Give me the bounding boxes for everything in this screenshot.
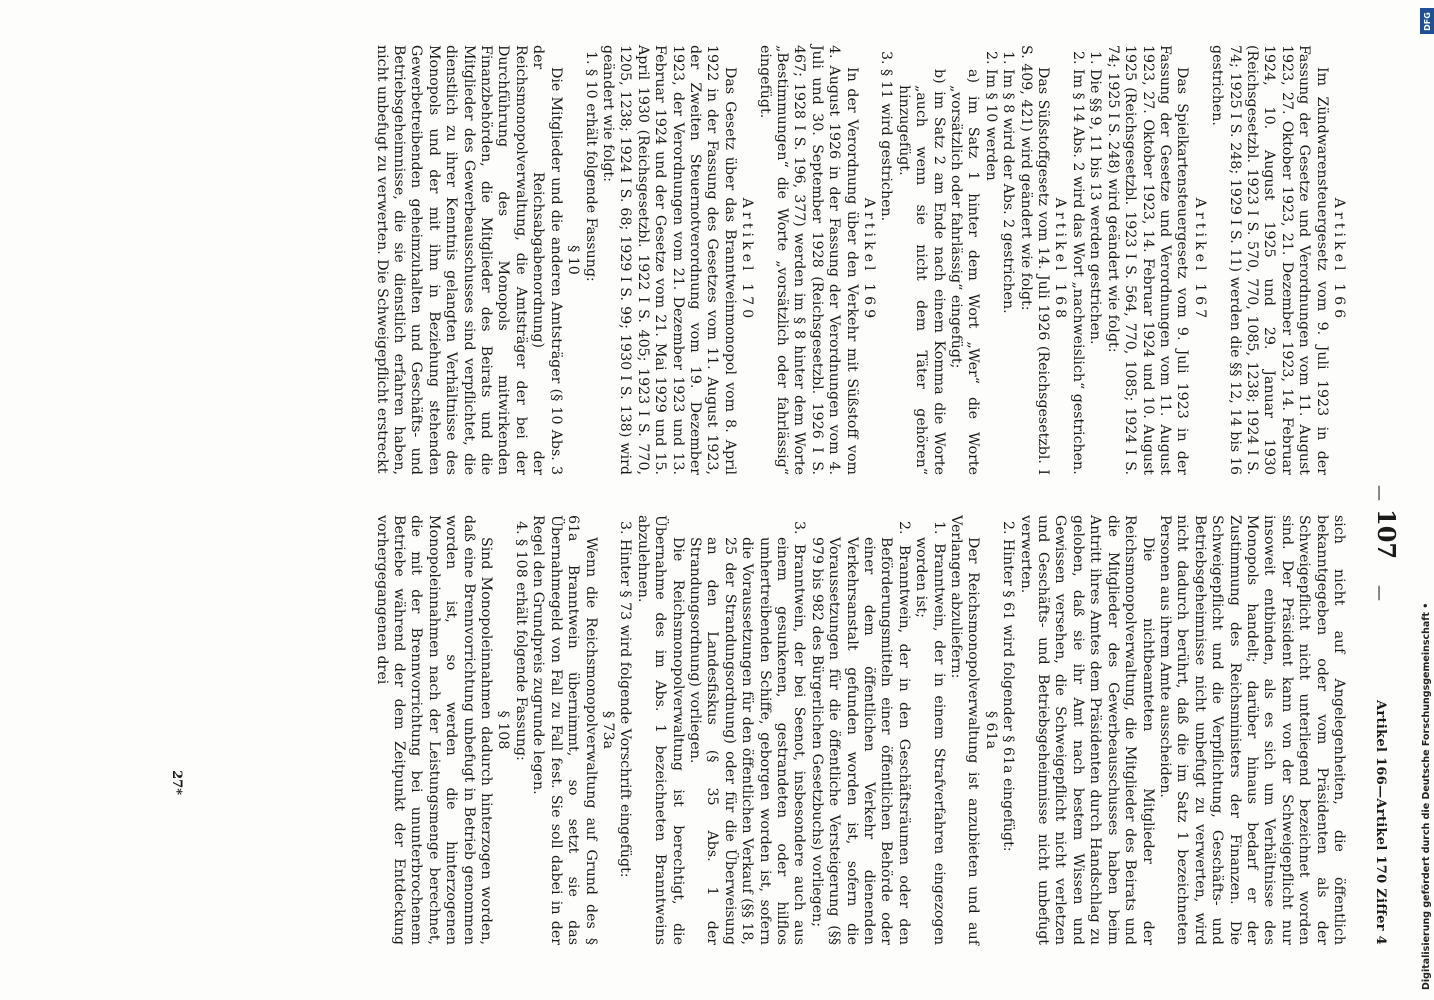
article-168-item-2: 2. Im § 10 werden — [982, 51, 999, 181]
section-73a-text: Wenn die Reichsmonopolverwaltung auf Grund des § 61a Branntwein übernimmt, so setzt sie das Übernahmegeld von Fall zu Fall fest. Sie soll dabei in der Regel den Grundpreis zugrunde legen. — [530, 515, 599, 945]
article-167-item-2: 2. Im § 14 Abs. 2 wird das Wort „nachweislich“ gestrichen. — [1069, 51, 1086, 475]
left-column — [372, 45, 1347, 475]
section-108-text: Sind Monopoleinnahmen dadurch hinterzogen worden, daß eine Brennvorrichtung unbefugt in Betrieb genommen worden ist, so werden die hinterzogenen Monopoleinnahmen nach der Leistungsmenge berechnet, die mit der Brennvorrichtung bei ununterbrochenem Betriebe während der dem Zeitpunkt der Entdeckung vorhergegangenen drei — [373, 515, 495, 945]
section-108-title: § 108 — [495, 710, 512, 750]
page-header — [1359, 45, 1401, 945]
header-dash-left: — — [1371, 485, 1390, 501]
signature-mark: 27* — [169, 770, 184, 795]
article-170-item-4: 4. § 108 erhält folgende Fassung: — [512, 521, 529, 761]
article-167-item-1: 1. Die §§ 9, 11 bis 13 werden gestrichen. — [1087, 51, 1104, 345]
article-170-item-1: 1. § 10 erhält folgende Fassung: — [582, 51, 599, 282]
running-head: Artikel 166—Artikel 170 Ziffer 4 — [1373, 700, 1388, 945]
header-dash-right: — — [1371, 585, 1390, 601]
section-61a-title: § 61a — [982, 710, 999, 750]
article-170-text: Das Gesetz über das Branntweinmonopol vom 8. April 1922 in der Fassung des Gesetzes vom 11. August 1923, der Zweiten Steuernotverordnung vom 19. Dezember 1923, der Verordnungen vom 21. Dezember 1923 und 13. Februar 1924 und der Gesetze vom 21. Mai 1929 und 15. April 1930 (Reichsgesetzbl. 1922 I S. 405; 1923 I S. 770, 1205, 1238; 1924 I S. 68; 1929 I S. 99; 1930 I S. 138) wird geändert wie folgt: — [599, 45, 738, 475]
article-170-item-3: 3. Hinter § 73 wird folgende Vorschrift eingefügt: — [617, 521, 634, 878]
article-170-title: Artikel 170 — [739, 197, 756, 323]
article-169-text: In der Verordnung über den Verkehr mit Süßstoff vom 4. August 1926 in der Fassung der Verordnungen vom 4. Juli und 30. September 1928 (Reichsgesetzbl. 1926 I S. 467; 1928 I S. 196, 377) werden im § 8 hinter dem Worte „Bestimmungen“ die Worte „vorsätzlich oder fahrlässig“ eingefügt. — [756, 45, 860, 475]
dfg-logo-text: DFG — [1422, 11, 1432, 31]
article-169-title: Artikel 169 — [861, 197, 878, 323]
article-167-text: Das Spielkartensteuergesetz vom 9. Juli 1923 in der Fassung der Gesetze und Verordnungen vom 11. August 1923, 27. Oktober 1923, 14. Februar 1924 und 10. August 1925 (Reichsgesetzbl. 1923 I S. 564, 770, 1085; 1924 I S. 74; 1925 I S. 248) wird geändert wie folgt: — [1104, 45, 1191, 475]
section-10-paragraph-2: Die nichtbeamteten Mitglieder der Reichsmonopolverwaltung, die Mitglieder des Beirats und die Mitglieder des Gewerbeausschusses haben beim Antritt ihres Amtes dem Präsidenten durch Handschlag zu geloben, daß sie ihr Amt nach bestem Wissen und Gewissen versehen, die Schweigepflicht nicht verletzen und Geschäfts- und Betriebsgeheimnisse nicht unbefugt verwerten. — [1017, 515, 1156, 945]
article-166-title: Artikel 166 — [1331, 197, 1347, 323]
article-168-title: Artikel 168 — [1052, 197, 1069, 323]
section-61a-text: Der Reichsmonopolverwaltung ist anzubieten und auf Verlangen abzuliefern: — [948, 515, 982, 945]
article-168-item-2a: a) im Satz 1 hinter dem Wort „Wer“ die Worte „vorsätzlich oder fahrlässig“ eingefügt; — [948, 69, 982, 475]
page-number: 107 — [1372, 509, 1401, 560]
section-61a-item-2: 2. Branntwein, der in den Geschäftsräumen oder den Beförderungsmitteln einer öffentlichen Behörde oder einer dem öffentlichen Verkehr dienenden Verkehrsanstalt gefunden worden ist, sofern die Voraussetzungen für die öffentliche Versteigerung (§§ 979 bis 982 des Bürgerlichen Gesetzbuchs) vorliegen; — [808, 521, 912, 945]
article-168-item-3: 3. § 11 wird gestrichen. — [878, 51, 895, 222]
section-10-continued: sich nicht auf Angelegenheiten, die öffentlich bekanntgegeben oder vom Präsidenten als der Schweigepflicht nicht unterliegend bezeichnet worden sind. Der Präsident kann von der Schweigepflicht nur insoweit entbinden, als es sich um Verhältnisse des Monopols handelt; darüber hinaus bedarf er der Zustimmung des Reichsministers der Finanzen. Die Schweigepflicht und die Verpflichtung, Geschäfts- und Betriebsgeheimnisse nicht unbefugt zu verwerten, wird nicht dadurch berührt, daß die im Satz 1 bezeichneten Personen aus ihrem Amte ausscheiden. — [1156, 515, 1347, 945]
section-10-text: Die Mitglieder und die anderen Amtsträger (§ 10 Abs. 3 der Reichsabgabenordnung) der Reichsmonopolverwaltung, die Amtsträger der bei der Durchführung des Monopols mitwirkenden Finanzbehörden, die Mitglieder des Beirats und die Mitglieder des Gewerbeausschusses sind verpflichtet, die dienstlich zu ihrer Kenntnis gelangten Verhältnisse des Monopols und der mit ihm in Beziehung stehenden Gewerbetreibenden geheimzuhalten und Geschäfts- und Betriebsgeheimnisse, die sie dienstlich erfahren haben, nicht unbefugt zu verwerten. Die Schweigepflicht erstreckt — [373, 45, 564, 475]
article-170-item-2: 2. Hinter § 61 wird folgender § 61a eingefügt: — [1000, 521, 1017, 852]
article-166-text: Im Zündwarensteuergesetz vom 9. Juli 1923 in der Fassung der Gesetze und Verordnungen vom 11. August 1923, 27. Oktober 1923, 21. Dezember 1923, 14. Februar 1924, 10. August 1925 und 29. Januar 1930 (Reichsgesetzbl. 1923 I S. 570, 770, 1085, 1238; 1924 I S. 74; 1925 I S. 248; 1929 I S. 11) werden die §§ 12, 14 bis 16 gestrichen. — [1209, 45, 1330, 475]
article-168-item-2b: b) im Satz 2 am Ende nach einem Komma die Worte „auch wenn sie nicht dem Täter gehören“ hinzugefügt. — [895, 69, 947, 475]
section-61a-item-3: 3. Branntwein, der bei Seenot, insbesondere auch aus einem gesunkenen, gestrandeten oder hilflos umhertreibenden Schiffe, geborgen worden ist, sofern die Voraussetzungen für den öffentlichen Verkauf (§§ 18, 25 der Strandungsordnung) oder für die Überweisung an den Landesfiskus (§ 35 Abs. 1 der Strandungsordnung) vorliegen. — [686, 521, 808, 945]
article-168-text: Das Süßstoffgesetz vom 14. Juli 1926 (Reichsgesetzbl. I S. 409, 421) wird geändert wie folgt: — [1017, 45, 1052, 475]
article-168-item-1: 1. Im § 8 wird der Abs. 2 gestrichen. — [1000, 51, 1017, 314]
section-10-title: § 10 — [565, 245, 582, 275]
rotated-page — [145, 45, 1401, 945]
digitization-credit: Digitalisierung gefördert durch die Deutsche Forschungsgemeinschaft • — [1421, 602, 1432, 990]
section-61a-item-1: 1. Branntwein, der in einem Strafverfahren eingezogen worden ist; — [913, 521, 947, 945]
right-column — [372, 515, 1347, 945]
section-73a-title: § 73a — [599, 710, 616, 750]
article-167-title: Artikel 167 — [1191, 197, 1208, 323]
section-61a-tail: Die Reichsmonopolverwaltung ist berechtigt, die Übernahme des im Abs. 1 bezeichneten Branntweins abzulehnen. — [634, 515, 686, 945]
